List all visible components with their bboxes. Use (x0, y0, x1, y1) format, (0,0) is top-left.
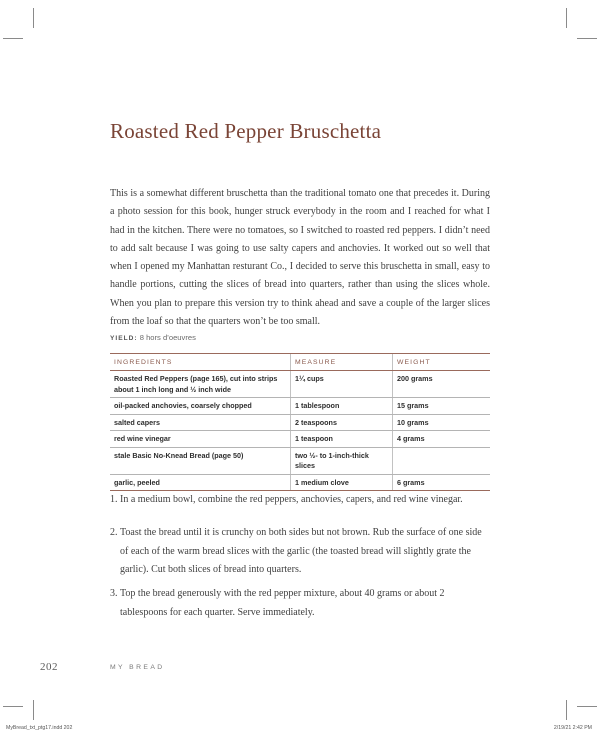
ingredient-cell: garlic, peeled (110, 474, 291, 491)
measure-cell: 1¼ cups (291, 371, 393, 398)
ingredients-table (110, 353, 490, 491)
crop-mark (3, 706, 23, 707)
crop-mark (33, 8, 34, 28)
table-row (110, 474, 490, 491)
yield-value: 8 hors d’oeuvres (137, 333, 196, 342)
intro-paragraph: This is a somewhat different bruschetta than the traditional tomato one that precedes it. During a photo session for this book, hunger struck everybody in the room and I reached for what I had in the kitchen. There were no tomatoes, so I switched to roasted red peppers. I didn’t need to add salt because I was going to use salty capers and anchovies. It worked out so well that when I opened my Manhattan resturant Co., I decided to serve this bruschetta in small, easy to handle portions, cutting the slices of bread into quarters, rather than using the slices whole. When you plan to prepare this version try to think ahead and save a couple of the larger slices from the loaf so that the quarters won’t be too small. (110, 188, 490, 328)
yield-line (110, 333, 196, 342)
step-text: Top the bread generously with the red pepper mixture, about 40 grams or about 2 tablespoons for each quarter. Serve immediately. (120, 588, 445, 618)
header-weight: WEIGHT (393, 354, 491, 371)
table-row (110, 371, 490, 398)
running-head: MY BREAD (110, 664, 165, 671)
step-number: 1. (110, 494, 118, 505)
ingredient-cell: stale Basic No-Knead Bread (page 50) (110, 447, 291, 474)
table-row (110, 398, 490, 415)
weight-cell: 200 grams (393, 371, 491, 398)
table-row (110, 414, 490, 431)
step-text: Toast the bread until it is crunchy on both sides but not brown. Rub the surface of one side of each of the warm bread slices with the garlic (the toasted bread will slightly grate the garlic). Cut both slices of bread into quarters. (120, 527, 482, 575)
step-2 (110, 524, 490, 580)
measure-cell: two ½- to 1-inch-thick slices (291, 447, 393, 474)
crop-mark (577, 38, 597, 39)
print-slug-file: MyBread_txt_ptg17.indd 202 (6, 725, 73, 731)
step-1 (110, 491, 490, 510)
ingredient-cell: Roasted Red Peppers (page 165), cut into strips about 1 inch long and ½ inch wide (110, 371, 291, 398)
table-row (110, 447, 490, 474)
weight-cell: 6 grams (393, 474, 491, 491)
table-header-row (110, 354, 490, 371)
recipe-title: Roasted Red Pepper Bruschetta (110, 119, 382, 143)
ingredient-cell: red wine vinegar (110, 431, 291, 448)
crop-mark (33, 700, 34, 720)
header-measure: MEASURE (291, 354, 393, 371)
weight-cell: 10 grams (393, 414, 491, 431)
table-row (110, 431, 490, 448)
crop-mark (566, 8, 567, 28)
step-number: 3. (110, 588, 118, 599)
step-text: In a medium bowl, combine the red peppers, anchovies, capers, and red wine vinegar. (120, 494, 463, 505)
header-ingredients: INGREDIENTS (110, 354, 291, 371)
measure-cell: 2 teaspoons (291, 414, 393, 431)
crop-mark (3, 38, 23, 39)
measure-cell: 1 teaspoon (291, 431, 393, 448)
weight-cell (393, 447, 491, 474)
ingredient-cell: salted capers (110, 414, 291, 431)
step-3 (110, 585, 490, 622)
weight-cell: 4 grams (393, 431, 491, 448)
yield-label: YIELD: (110, 335, 138, 342)
measure-cell: 1 medium clove (291, 474, 393, 491)
step-number: 2. (110, 527, 118, 538)
weight-cell: 15 grams (393, 398, 491, 415)
measure-cell: 1 tablespoon (291, 398, 393, 415)
crop-mark (566, 700, 567, 720)
ingredient-cell: oil-packed anchovies, coarsely chopped (110, 398, 291, 415)
page-number: 202 (40, 661, 58, 673)
crop-mark (577, 706, 597, 707)
print-slug-date: 2/19/21 2:42 PM (553, 725, 592, 731)
